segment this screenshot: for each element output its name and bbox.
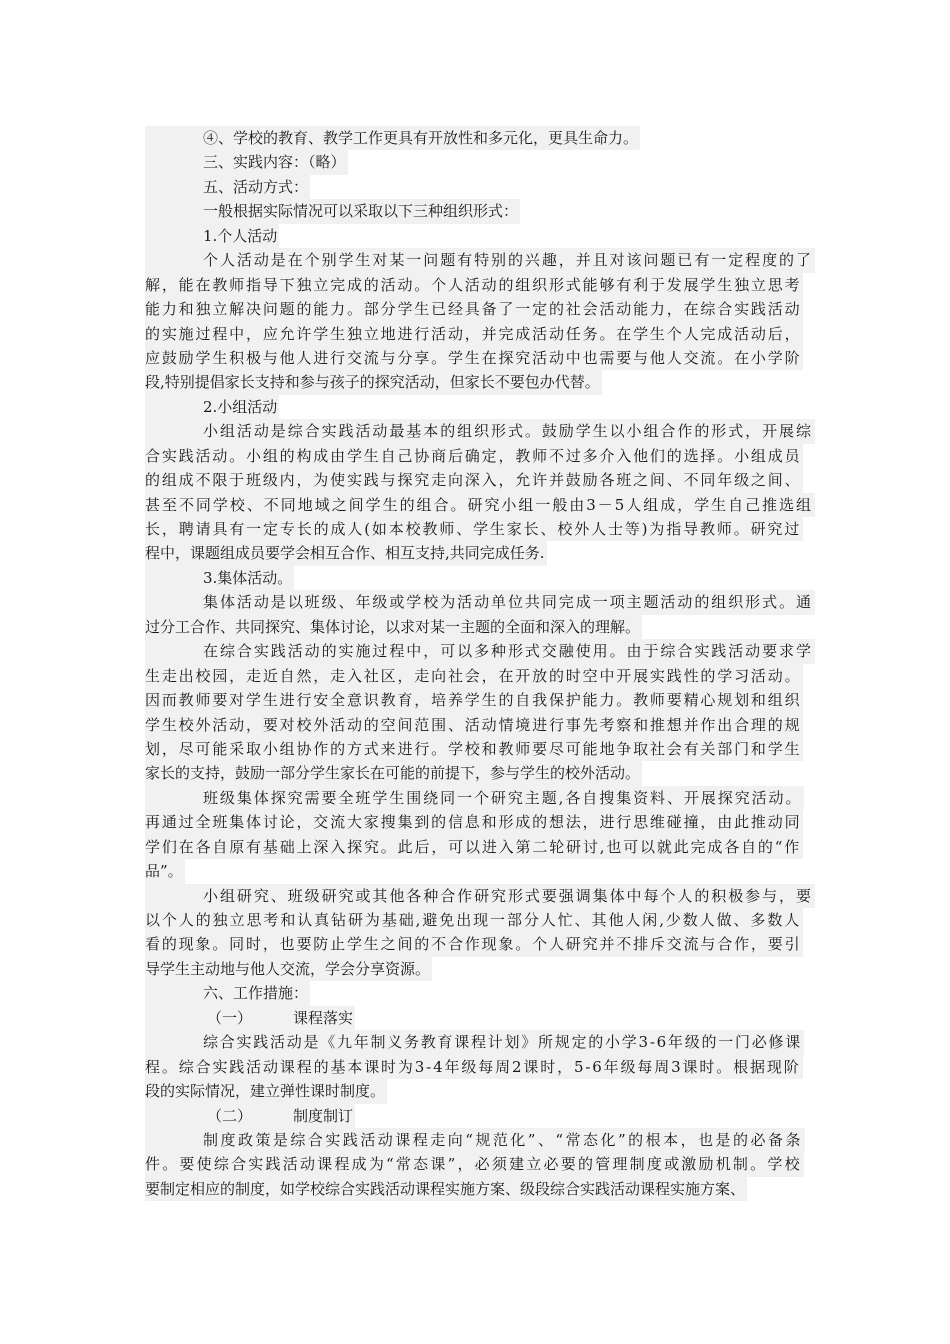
line-text: 程。综合实践活动课程的基本课时为3-4年级每周2课时，5-6年级每周3课时。根据现阶 bbox=[145, 1055, 803, 1079]
line-text: 甚至不同学校、不同地域之间学生的组合。研究小组一般由3－5人组成，学生自己推选组 bbox=[145, 493, 815, 517]
text-line bbox=[145, 590, 815, 614]
text-line bbox=[145, 1104, 815, 1128]
text-line bbox=[145, 370, 815, 394]
text-line bbox=[145, 908, 815, 932]
line-text: 在综合实践活动的实施过程中，可以多种形式交融使用。由于综合实践活动要求学 bbox=[145, 639, 815, 663]
text-line bbox=[145, 688, 815, 712]
line-text: ④、学校的教育、教学工作更具有开放性和多元化，更具生命力。 bbox=[145, 126, 640, 150]
paragraph bbox=[145, 639, 815, 786]
paragraph bbox=[145, 1030, 815, 1103]
text-line bbox=[145, 493, 815, 517]
section-number: （一） bbox=[207, 1008, 253, 1027]
line-text: 要制定相应的制度，如学校综合实践活动课程实施方案、级段综合实践活动课程实施方案、 bbox=[145, 1177, 747, 1201]
text-line bbox=[145, 639, 815, 663]
line-text bbox=[145, 1104, 355, 1128]
paragraph bbox=[145, 1006, 815, 1030]
text-line bbox=[145, 444, 815, 468]
line-text: 程中，课题组成员要学会相互合作、相互支持,共同完成任务. bbox=[145, 541, 547, 565]
text-line bbox=[145, 224, 815, 248]
text-line bbox=[145, 713, 815, 737]
line-text: 学们在各自原有基础上深入探究。此后，可以进入第二轮研讨,也可以就此完成各自的“作 bbox=[145, 835, 803, 859]
line-text: 五、活动方式： bbox=[145, 175, 310, 199]
line-text bbox=[145, 1006, 355, 1030]
document-body bbox=[145, 126, 815, 1201]
line-text: 划，尽可能采取小组协作的方式来进行。学校和教师要尽可能地争取社会有关部门和学生 bbox=[145, 737, 803, 761]
line-text: 因而教师要对学生进行安全意识教育，培养学生的自我保护能力。教师要精心规划和组织 bbox=[145, 688, 803, 712]
text-line bbox=[145, 322, 815, 346]
text-line bbox=[145, 737, 815, 761]
paragraph bbox=[145, 419, 815, 566]
text-line bbox=[145, 835, 815, 859]
line-text: 再通过全班集体讨论，交流大家搜集到的信息和形成的想法，进行思维碰撞，由此推动同 bbox=[145, 810, 803, 834]
paragraph bbox=[145, 981, 815, 1005]
line-text: 以个人的独立思考和认真钻研为基础,避免出现一部分人忙、其他人闲,少数人做、多数人 bbox=[145, 908, 803, 932]
text-line bbox=[145, 517, 815, 541]
line-text: 制度政策是综合实践活动课程走向“规范化”、“常态化”的根本，也是的必备条 bbox=[145, 1128, 805, 1152]
line-text: 学生校外活动，要对校外活动的空间范围、活动情境进行事先考察和推想并作出合理的规 bbox=[145, 713, 803, 737]
line-text: 集体活动是以班级、年级或学校为活动单位共同完成一项主题活动的组织形式。通 bbox=[145, 590, 815, 614]
line-text: 家长的支持，鼓励一部分学生家长在可能的前提下，参与学生的校外活动。 bbox=[145, 761, 642, 785]
line-text: 班级集体探究需要全班学生围绕同一个研究主题,各自搜集资料、开展探究活动。 bbox=[145, 786, 804, 810]
paragraph bbox=[145, 786, 815, 884]
text-line bbox=[145, 199, 815, 223]
paragraph bbox=[145, 590, 815, 639]
text-line bbox=[145, 786, 815, 810]
text-line bbox=[145, 810, 815, 834]
line-text: 综合实践活动是《九年制义务教育课程计划》所规定的小学3-6年级的一门必修课 bbox=[145, 1030, 804, 1054]
line-text: 解，能在教师指导下独立完成的活动。个人活动的组织形式能够有利于发展学生独立思考 bbox=[145, 273, 803, 297]
paragraph bbox=[145, 150, 815, 174]
text-line bbox=[145, 150, 815, 174]
line-text: 小组活动是综合实践活动最基本的组织形式。鼓励学生以小组合作的形式，开展综 bbox=[145, 419, 815, 443]
text-line bbox=[145, 859, 815, 883]
paragraph bbox=[145, 224, 815, 248]
line-text: 生走出校园，走近自然，走入社区，走向社会，在开放的时空中开展实践性的学习活动。 bbox=[145, 664, 803, 688]
line-text: 小组研究、班级研究或其他各种合作研究形式要强调集体中每个人的积极参与，要 bbox=[145, 884, 815, 908]
line-text: 六、工作措施： bbox=[145, 981, 310, 1005]
text-line bbox=[145, 1152, 815, 1176]
text-line bbox=[145, 419, 815, 443]
paragraph bbox=[145, 566, 815, 590]
text-line bbox=[145, 1128, 815, 1152]
paragraph bbox=[145, 1104, 815, 1128]
line-text: 段的实际情况，建立弹性课时制度。 bbox=[145, 1079, 387, 1103]
section-label: 制度制订 bbox=[293, 1106, 354, 1125]
text-line bbox=[145, 664, 815, 688]
text-line bbox=[145, 1030, 815, 1054]
section-number: （二） bbox=[207, 1106, 253, 1125]
line-text: 能力和独立解决问题的能力。部分学生已经具备了一定的社会活动能力，在综合实践活动 bbox=[145, 297, 803, 321]
line-text: 品”。 bbox=[145, 859, 185, 883]
line-text: 1.个人活动 bbox=[145, 224, 279, 248]
line-text: 应鼓励学生积极与他人进行交流与分享。学生在探究活动中也需要与他人交流。在小学阶 bbox=[145, 346, 803, 370]
paragraph bbox=[145, 1128, 815, 1201]
line-text: 过分工合作、共同探究、集体讨论，以求对某一主题的全面和深入的理解。 bbox=[145, 615, 642, 639]
line-text: 的实施过程中，应允许学生独立地进行活动，并完成活动任务。在学生个人完成活动后， bbox=[145, 322, 803, 346]
line-text: 的组成不限于班级内，为使实践与探究走向深入，允许并鼓励各班之间、不同年级之间、 bbox=[145, 468, 803, 492]
text-line bbox=[145, 468, 815, 492]
paragraph bbox=[145, 248, 815, 395]
text-line bbox=[145, 932, 815, 956]
text-line bbox=[145, 273, 815, 297]
text-line bbox=[145, 541, 815, 565]
line-text: 长，聘请具有一定专长的成人(如本校教师、学生家长、校外人士等)为指导教师。研究过 bbox=[145, 517, 803, 541]
text-line bbox=[145, 1177, 815, 1201]
text-line bbox=[145, 884, 815, 908]
text-line bbox=[145, 615, 815, 639]
line-text: 2.小组活动 bbox=[145, 395, 279, 419]
line-text: 3.集体活动。 bbox=[145, 566, 294, 590]
paragraph bbox=[145, 199, 815, 223]
text-line bbox=[145, 957, 815, 981]
section-label: 课程落实 bbox=[293, 1008, 354, 1027]
line-text: 合实践活动。小组的构成由学生自己协商后确定，教师不过多介入他们的选择。小组成员 bbox=[145, 444, 803, 468]
text-line bbox=[145, 297, 815, 321]
line-text: 三、实践内容：（略） bbox=[145, 150, 348, 174]
line-text: 件。要使综合实践活动课程成为“常态课”，必须建立必要的管理制度或激励机制。学校 bbox=[145, 1152, 804, 1176]
text-line bbox=[145, 566, 815, 590]
text-line bbox=[145, 1079, 815, 1103]
line-text: 看的现象。同时，也要防止学生之间的不合作现象。个人研究并不排斥交流与合作，要引 bbox=[145, 932, 803, 956]
text-line bbox=[145, 981, 815, 1005]
line-text: 一般根据实际情况可以采取以下三种组织形式： bbox=[145, 199, 520, 223]
line-text: 段,特别提倡家长支持和参与孩子的探究活动，但家长不要包办代替。 bbox=[145, 370, 602, 394]
paragraph bbox=[145, 126, 815, 150]
text-line bbox=[145, 126, 815, 150]
text-line bbox=[145, 346, 815, 370]
paragraph bbox=[145, 884, 815, 982]
line-text: 个人活动是在个别学生对某一问题有特别的兴趣，并且对该问题已有一定程度的了 bbox=[145, 248, 815, 272]
text-line bbox=[145, 1006, 815, 1030]
text-line bbox=[145, 395, 815, 419]
line-text: 导学生主动地与他人交流，学会分享资源。 bbox=[145, 957, 432, 981]
paragraph bbox=[145, 175, 815, 199]
text-line bbox=[145, 1055, 815, 1079]
text-line bbox=[145, 761, 815, 785]
text-line bbox=[145, 248, 815, 272]
text-line bbox=[145, 175, 815, 199]
paragraph bbox=[145, 395, 815, 419]
